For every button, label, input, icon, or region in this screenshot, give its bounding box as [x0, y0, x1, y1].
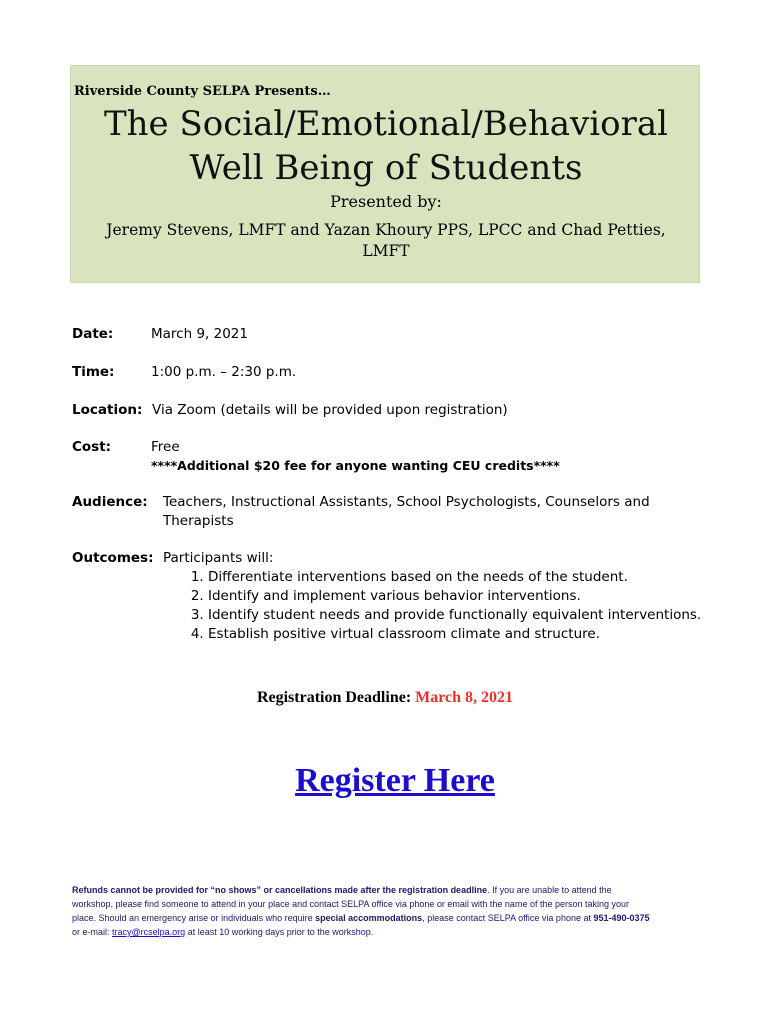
- title-line-2: Well Being of Students: [189, 148, 583, 188]
- refund-text-4b: at least 10 working days prior to the workshop.: [185, 927, 374, 937]
- deadline-label: Registration Deadline:: [256, 689, 412, 706]
- outcomes-row: [72, 549, 153, 568]
- outcomes-list: [186, 568, 701, 644]
- cost-value: Free: [151, 439, 180, 455]
- header-banner: [70, 65, 700, 283]
- refund-text-4a: or e-mail:: [72, 927, 113, 937]
- register-here-link[interactable]: Register Here: [295, 762, 495, 799]
- deadline-date: March 8, 2021: [415, 689, 514, 706]
- list-item: 3. Identify student needs and provide functionally equivalent interventions.: [208, 606, 701, 625]
- outcomes-label: Outcomes:: [72, 550, 154, 566]
- audience-label: Audience:: [72, 494, 148, 510]
- outcomes-intro: Participants will:: [163, 550, 274, 566]
- refund-policy: [72, 883, 692, 939]
- refund-text-1: . If you are unable to attend the: [487, 885, 612, 895]
- special-accommodations: special accommodations: [315, 913, 423, 923]
- registration-deadline: [0, 689, 770, 707]
- date-value: March 9, 2021: [151, 326, 248, 342]
- audience-line-1: Teachers, Instructional Assistants, School Psychologists, Counselors and: [163, 494, 650, 510]
- location-row: [72, 401, 142, 420]
- list-item: 1. Differentiate interventions based on the needs of the student.: [208, 568, 701, 587]
- audience-line-2: Therapists: [163, 513, 234, 529]
- page-title: [71, 102, 701, 190]
- location-label: Location:: [72, 402, 143, 418]
- title-line-1: The Social/Emotional/Behavioral: [103, 104, 669, 144]
- presenters-line-1: Jeremy Stevens, LMFT and Yazan Khoury PPS, LPCC and Chad Petties,: [106, 221, 666, 239]
- presenter-org: Riverside County SELPA Presents…: [74, 84, 331, 99]
- audience-row: [72, 493, 148, 512]
- refund-text-2: workshop, please find someone to attend in your place and contact SELPA office via phone or email with the name of the person taking your: [72, 899, 630, 909]
- email-link[interactable]: tracy@rcselpa.org: [112, 927, 186, 937]
- date-row: [72, 325, 113, 344]
- time-label: Time:: [72, 364, 115, 380]
- time-row: [72, 363, 114, 382]
- cost-label: Cost:: [72, 439, 112, 455]
- list-item: 4. Establish positive virtual classroom climate and structure.: [208, 625, 701, 644]
- list-item: 2. Identify and implement various behavior interventions.: [208, 587, 701, 606]
- presented-by-label: Presented by:: [330, 192, 442, 211]
- phone-number: 951-490-0375: [593, 913, 650, 923]
- refund-text-3b: , please contact SELPA office via phone at: [422, 913, 594, 923]
- presenters: [71, 220, 701, 262]
- date-label: Date:: [72, 326, 114, 342]
- presenters-line-2: LMFT: [362, 242, 410, 260]
- cost-row: [72, 438, 111, 457]
- refund-policy-intro: Refunds cannot be provided for “no shows” or cancellations made after the registration deadline: [72, 885, 488, 895]
- location-value: Via Zoom (details will be provided upon registration): [152, 402, 508, 418]
- refund-text-3a: place. Should an emergency arise or individuals who require: [72, 913, 316, 923]
- time-value: 1:00 p.m. – 2:30 p.m.: [151, 364, 297, 380]
- ceu-note: ****Additional $20 fee for anyone wanting CEU credits****: [151, 458, 560, 473]
